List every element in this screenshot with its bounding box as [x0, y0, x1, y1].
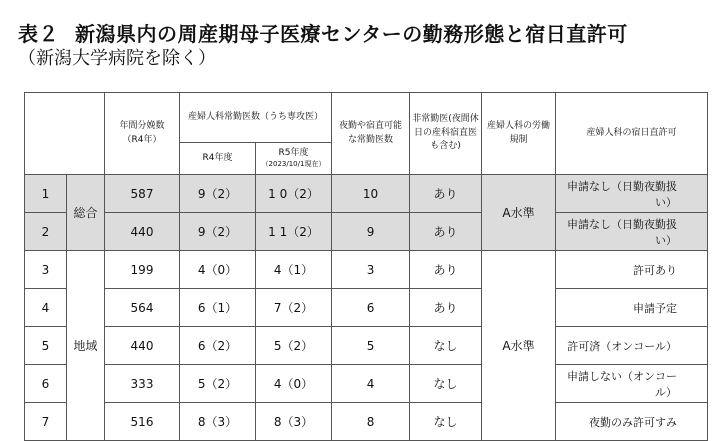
annual-births: 333 — [105, 365, 180, 403]
row-number: 5 — [25, 327, 67, 365]
labor-standard-general: A水準 — [482, 175, 556, 251]
part-time: あり — [410, 175, 482, 213]
duty-permit: 申請なし（日勤夜勤扱い） — [556, 175, 708, 213]
labor-standard-regional: A水準 — [482, 251, 556, 441]
annual-births: 199 — [105, 251, 180, 289]
table-row — [25, 175, 708, 213]
header-obgyn-full-time: 産婦人科常勤医数（うち専攻医） — [180, 93, 332, 143]
table-number: 表２ — [18, 22, 59, 46]
annual-births: 440 — [105, 213, 180, 251]
table-row — [25, 403, 708, 441]
row-number: 7 — [25, 403, 67, 441]
header-text: 非常勤医(夜間休 — [412, 114, 479, 125]
category-regional: 地域 — [67, 251, 105, 441]
duty-permit: 許可あり — [556, 251, 708, 289]
part-time: なし — [410, 327, 482, 365]
doctors-r4: 6（1） — [180, 289, 256, 327]
row-number: 6 — [25, 365, 67, 403]
table-row — [25, 327, 708, 365]
annual-births: 516 — [105, 403, 180, 441]
header-labor-regulation — [482, 93, 556, 175]
perinatal-center-table — [24, 92, 708, 441]
header-duty-permit: 産婦人科の宿日直許可 — [556, 93, 708, 175]
header-text: R5年度 — [278, 148, 309, 159]
header-text: 夜勤や宿直可能 — [339, 121, 403, 131]
table-row — [25, 365, 708, 403]
doctors-r5: 7（2） — [256, 289, 332, 327]
header-text: な常勤医数 — [348, 134, 394, 145]
row-number: 4 — [25, 289, 67, 327]
header-row-1 — [25, 93, 708, 143]
part-time: あり — [410, 289, 482, 327]
doctors-r5: 4（1） — [256, 251, 332, 289]
header-text: 年間分娩数 — [119, 121, 165, 131]
doctors-r4: 8（3） — [180, 403, 256, 441]
doctors-r5: 5（2） — [256, 327, 332, 365]
table-title-text: 新潟県内の周産期母子医療センターの勤務形態と宿日直許可 — [75, 22, 628, 46]
header-blank — [25, 93, 105, 175]
header-text: （2023/10/1現在） — [261, 159, 326, 168]
row-number: 2 — [25, 213, 67, 251]
part-time: あり — [410, 251, 482, 289]
table-row — [25, 213, 708, 251]
night-capable: 8 — [332, 403, 410, 441]
duty-permit: 申請しない（オンコール） — [556, 365, 708, 403]
night-capable: 3 — [332, 251, 410, 289]
part-time: なし — [410, 365, 482, 403]
doctors-r5: 4（0） — [256, 365, 332, 403]
header-text: も含む) — [430, 141, 461, 152]
night-capable: 10 — [332, 175, 410, 213]
header-text: （R4年） — [122, 134, 162, 145]
doctors-r4: 5（2） — [180, 365, 256, 403]
doctors-r5: 1 0（2） — [256, 175, 332, 213]
header-r4: R4年度 — [180, 143, 256, 175]
night-capable: 6 — [332, 289, 410, 327]
row-number: 3 — [25, 251, 67, 289]
night-capable: 9 — [332, 213, 410, 251]
doctors-r4: 6（2） — [180, 327, 256, 365]
part-time: あり — [410, 213, 482, 251]
category-general: 総合 — [67, 175, 105, 251]
header-night-capable — [332, 93, 410, 175]
header-part-time — [410, 93, 482, 175]
duty-permit: 許可済（オンコール） — [556, 327, 708, 365]
annual-births: 440 — [105, 327, 180, 365]
header-text: 産婦人科の労働 — [487, 121, 551, 131]
night-capable: 4 — [332, 365, 410, 403]
annual-births: 564 — [105, 289, 180, 327]
doctors-r4: 9（2） — [180, 175, 256, 213]
part-time: なし — [410, 403, 482, 441]
night-capable: 5 — [332, 327, 410, 365]
table-title — [18, 18, 628, 47]
table-row — [25, 251, 708, 289]
doctors-r5: 1 1（2） — [256, 213, 332, 251]
duty-permit: 夜勤のみ許可すみ — [556, 403, 708, 441]
header-annual-births — [105, 93, 180, 175]
header-text: 規制 — [509, 134, 528, 145]
row-number: 1 — [25, 175, 67, 213]
annual-births: 587 — [105, 175, 180, 213]
table-subtitle: （新潟大学病院を除く） — [18, 48, 216, 69]
doctors-r5: 8（3） — [256, 403, 332, 441]
header-text: 日の産科宿直医 — [414, 127, 478, 138]
duty-permit: 申請なし（日勤夜勤扱い） — [556, 213, 708, 251]
doctors-r4: 9（2） — [180, 213, 256, 251]
doctors-r4: 4（0） — [180, 251, 256, 289]
duty-permit: 申請予定 — [556, 289, 708, 327]
header-r5 — [256, 143, 332, 175]
table-row — [25, 289, 708, 327]
